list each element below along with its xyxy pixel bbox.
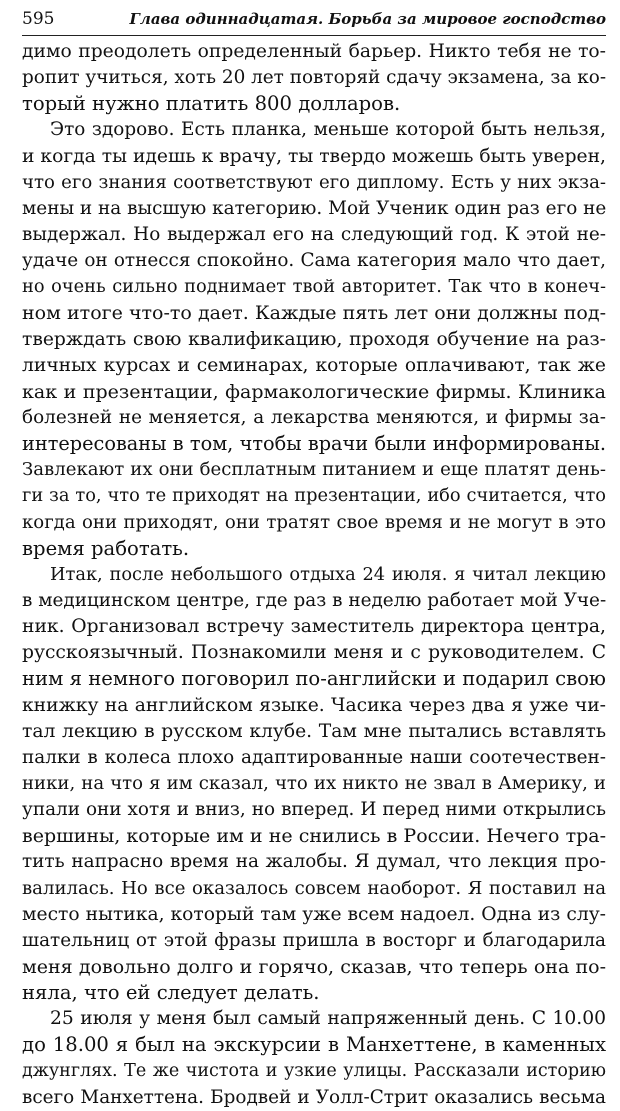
text-line: всего Манхеттена. Бродвей и Уолл-Стрит оказались весьма [22,1086,606,1108]
text-line: болезней не меняется, а лекарства меняются, и фирмы за- [22,406,606,428]
text-line: няла, что ей следует делать. [22,981,320,1005]
text-line: тверждать свою квалификацию, проходя обучение на раз- [22,328,606,350]
text-line: до 18.00 я был на экскурсии в Манхеттене, в каменных [22,1033,606,1057]
text-line: упали они хотя и вниз, но вперед. И перед ними открылись [22,799,606,821]
paragraph-first-line: 25 июля у меня был самый напряженный день. С 10.00 [50,1008,606,1030]
text-line: интересованы в том, чтобы врачи были информированы. [22,432,606,456]
text-line: меня довольно долго и горячо, сказав, что теперь она по- [22,955,606,978]
page-number: 595 [22,8,55,29]
running-head [22,0,606,36]
text-line: ним я немного поговорил по-английски и подарил свою [22,667,606,691]
paragraph-first-line: Итак, после небольшого отдыха 24 июля. я читал лекцию [50,563,606,585]
running-title: Глава одиннадцатая. Борьба за мировое господство [129,9,606,28]
text-line: личных курсах и семинарах, которые оплачивают, так же [22,354,606,376]
text-line: валилась. Но все оказалось совсем наоборот. Я поставил на [22,877,606,899]
text-line: как и презентации, фармакологические фирмы. Клиника [22,380,606,403]
text-line: выдержал. Но выдержал его на следующий год. К этой не- [22,223,606,245]
text-line: тить напрасно время на жалобы. Я думал, что лекция про- [22,851,606,873]
text-line: ги за то, что те приходят на презентации, ибо считается, что [22,485,606,507]
text-line: ропит учиться, хоть 20 лет повторяй сдачу экзамена, за ко- [22,67,606,89]
text-line: мены и на высшую категорию. Мой Ученик один раз его не [22,197,606,219]
text-line: джунглях. Те же чистота и узкие улицы. Рассказали историю [22,1061,606,1082]
text-line: вершины, которые им и не снились в России. Нечего тра- [22,825,606,848]
text-line: и когда ты идешь к врачу, ты твердо можешь быть уверен, [22,145,606,167]
text-line: ник. Организовал встречу заместитель директора центра, [22,616,606,638]
text-line: ном итоге что-то дает. Каждые пять лет они должны под- [22,302,606,325]
text-line: димо преодолеть определенный барьер. Никто тебя не то- [22,41,606,62]
paragraph-first-line: Это здорово. Есть планка, меньше которой быть нельзя, [50,119,606,141]
text-line: книжку на английском языке. Часика через два я уже чи- [22,694,606,716]
text-line: в медицинском центре, где раз в неделю работает мой Уче- [22,589,606,611]
text-line: но очень сильно поднимает твой авторитет. Так что в конеч- [22,276,606,298]
text-line: тал лекцию в русском клубе. Там мне пытались вставлять [22,720,606,742]
text-line: когда они приходят, они тратят свое время и не могут в это [22,511,606,533]
body-text [22,39,606,1111]
text-line: шательниц от этой фразы пришла в восторг и благодарила [22,929,606,951]
text-line: ники, на что я им сказал, что их никто не звал в Америку, и [22,772,606,794]
text-line: время работать. [22,536,190,560]
text-line: что его знания соответствуют его диплому. Есть у них экза- [22,171,606,193]
text-line: место нытика, который там уже всем надоел. Одна из слу- [22,903,606,925]
text-line: Завлекают их они бесплатным питанием и еще платят день- [22,459,606,481]
text-line: торый нужно платить 800 долларов. [22,92,401,116]
text-line: палки в колеса плохо адаптированные наши соотечествен- [22,746,606,768]
text-line: русскоязычный. Познакомили меня и с руководителем. С [22,642,606,664]
text-line: удаче он отнесся спокойно. Сама категория мало что дает, [22,250,606,272]
